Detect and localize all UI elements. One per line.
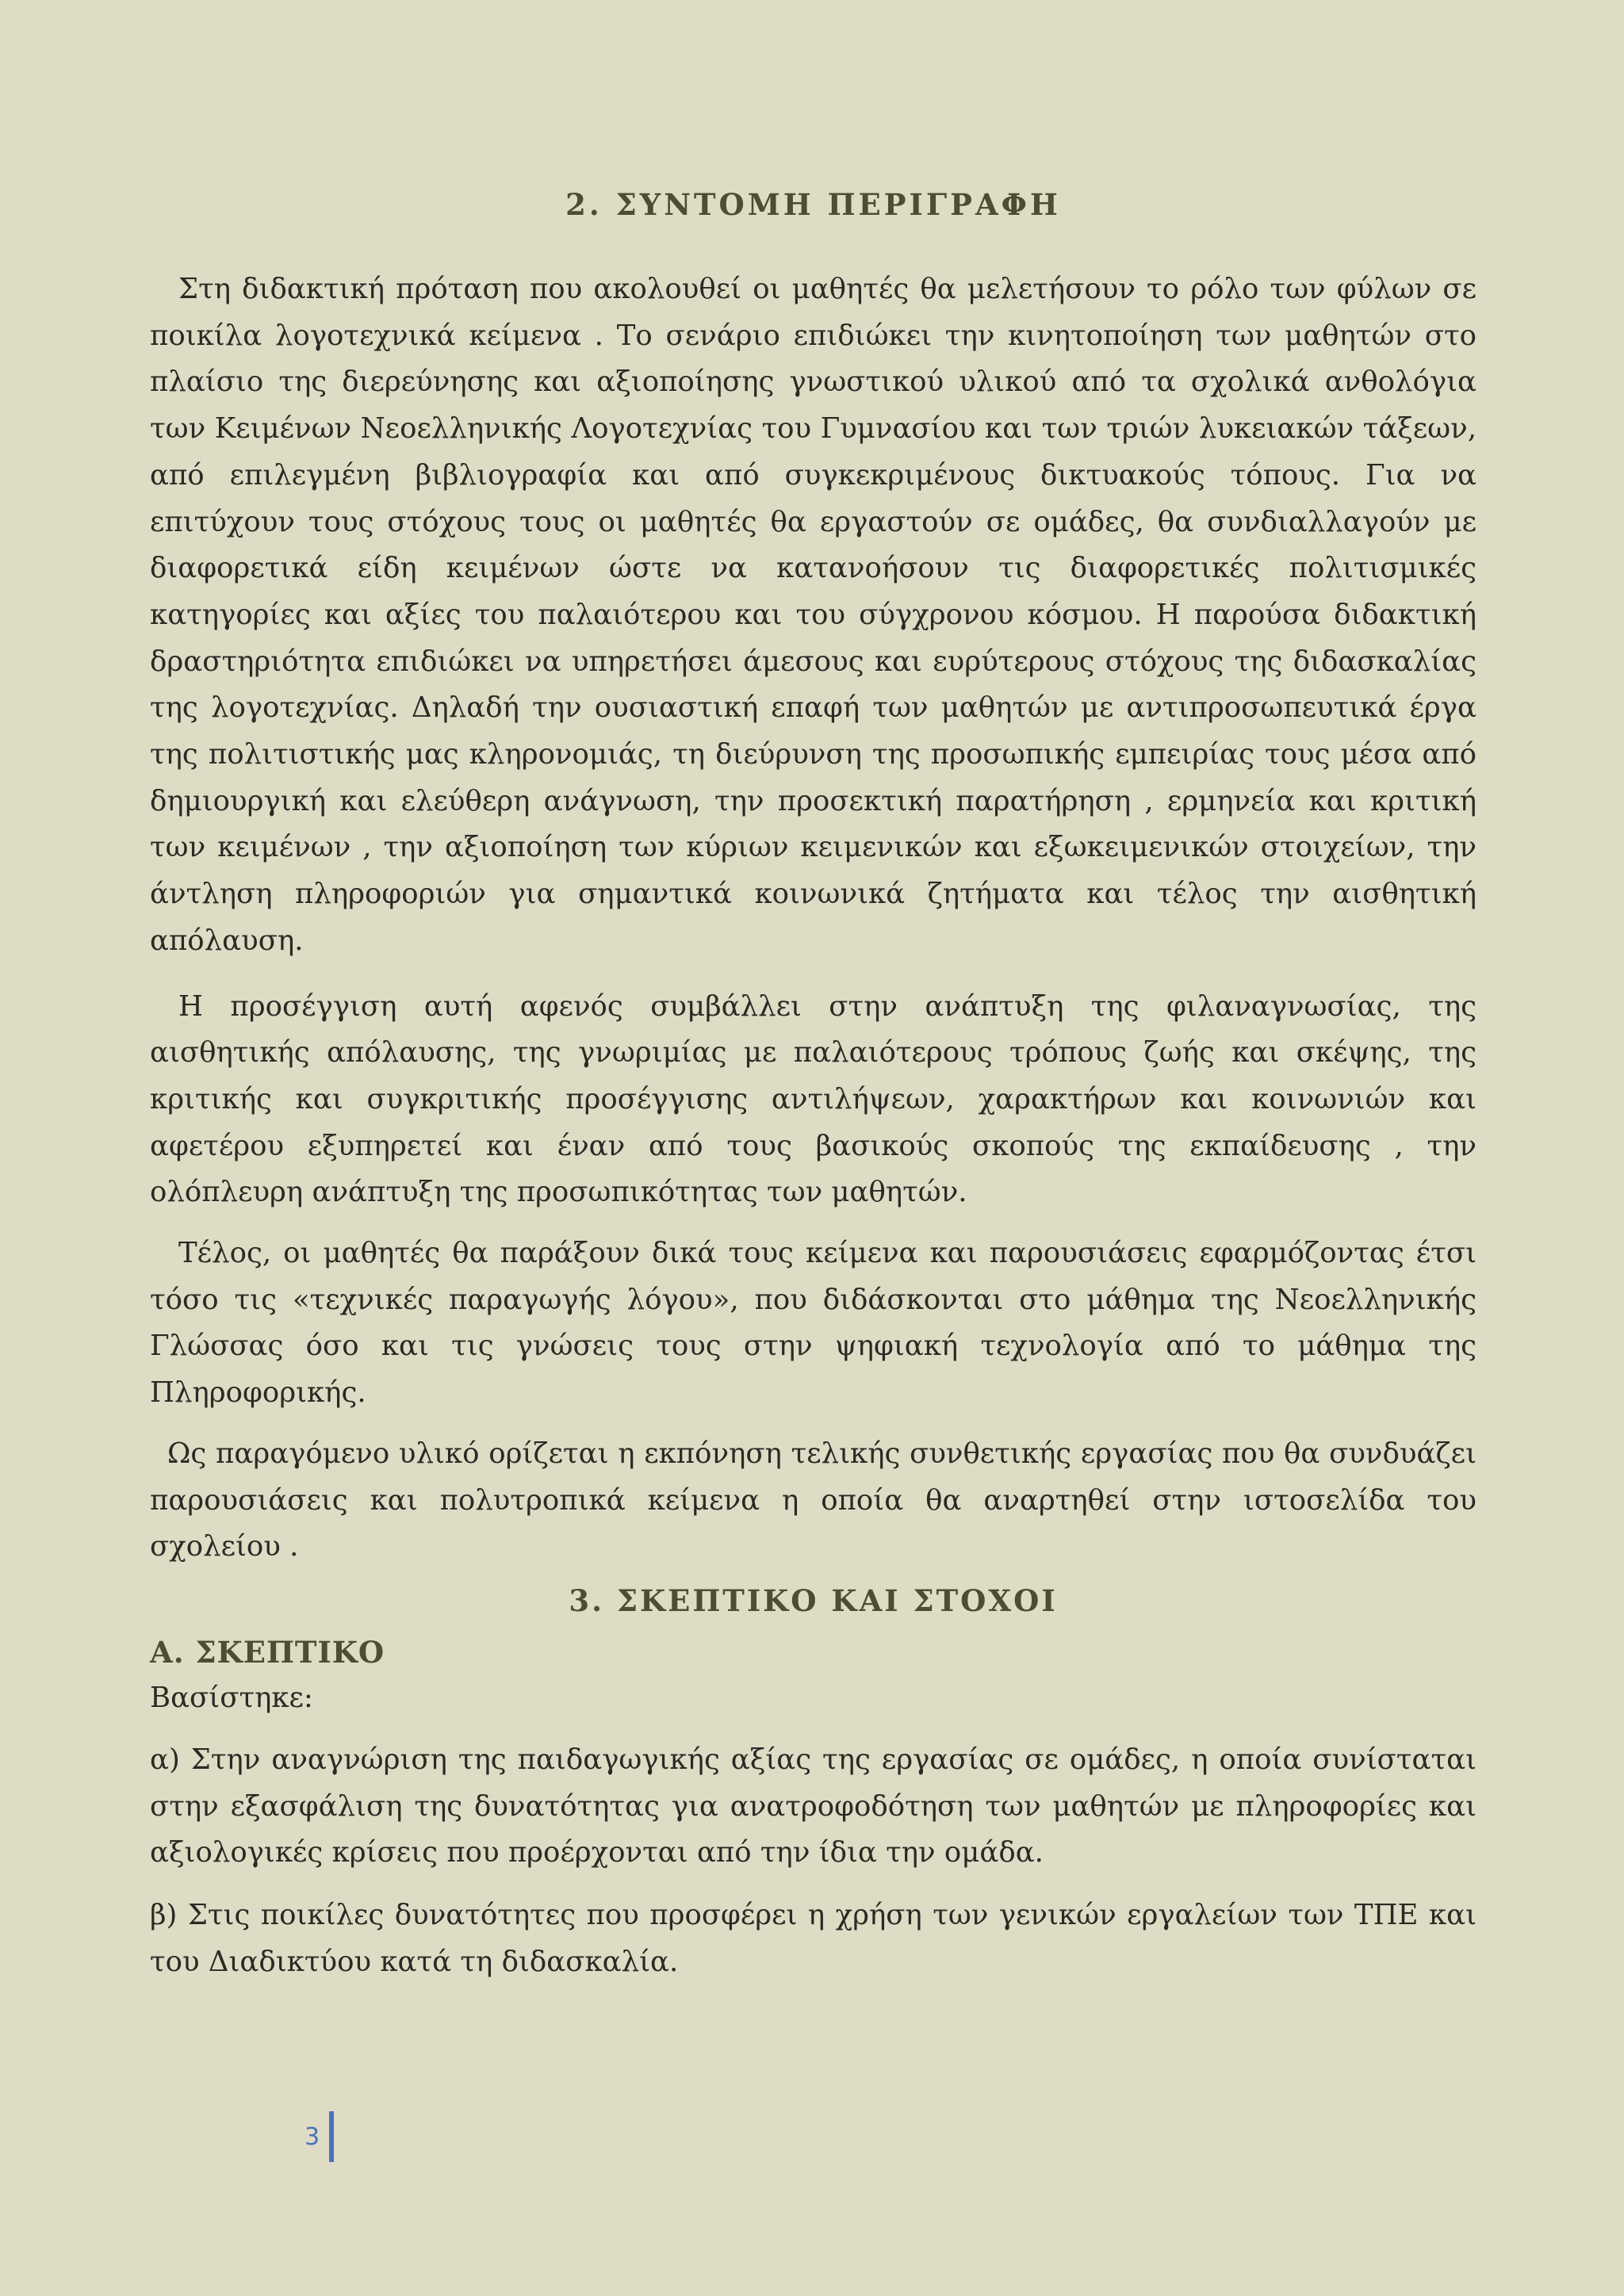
rationale-intro: Βασίστηκε: bbox=[150, 1681, 313, 1714]
section-heading-summary: 2. ΣΥΝΤΟΜΗ ΠΕΡΙΓΡΑΦΗ bbox=[565, 187, 1061, 222]
page-footer bbox=[304, 2111, 334, 2162]
page-number: 3 bbox=[304, 2122, 320, 2151]
rationale-item: α) Στην αναγνώριση της παιδαγωγικής αξίας της εργασίας σε ομάδες, η οποία συνίσταται στην εξασφάλιση της δυνατότητας για ανατροφοδότηση των μαθητών με πληροφορίες και αξιολογικές κρίσεις που προέρχονται από την ίδια την ομάδα. bbox=[150, 1743, 1477, 1869]
paragraph: Ως παραγόμενο υλικό ορίζεται η εκπόνηση τελικής συνθετικής εργασίας που θα συνδυάζει παρουσιάσεις και πολυτροπικά κείμενα η οποία θα αναρτηθεί στην ιστοσελίδα του σχολείου . bbox=[150, 1437, 1477, 1563]
subsection-heading-rationale: Α. ΣΚΕΠΤΙΚΟ bbox=[150, 1634, 385, 1670]
page-number-rule bbox=[329, 2111, 334, 2162]
document-page bbox=[150, 187, 1477, 2002]
paragraph: Στη διδακτική πρόταση που ακολουθεί οι μαθητές θα μελετήσουν το ρόλο των φύλων σε ποικίλα λογοτεχνικά κείμενα . Το σενάριο επιδιώκει την κινητοποίηση των μαθητών στο πλαίσιο της διερεύνησης και αξιοποίησης γνωστικού υλικού από τα σχολικά ανθολόγια των Κειμένων Νεοελληνικής Λογοτεχνίας του Γυμνασίου και των τριών λυκειακών τάξεων, από επιλεγμένη βιβλιογραφία και από συγκεκριμένους δικτυακούς τόπους. Για να επιτύχουν τους στόχους τους οι μαθητές θα εργαστούν σε ομάδες, θα συνδιαλλαγούν με διαφορετικά είδη κειμένων ώστε να κατανοήσουν τις διαφορετικές πολιτισμικές κατηγορίες και αξίες του παλαιότερου και του σύγχρονου κόσμου. Η παρούσα διδακτική δραστηριότητα επιδιώκει να υπηρετήσει άμεσους και ευρύτερους στόχους της διδασκαλίας της λογοτεχνίας. Δηλαδή την ουσιαστική επαφή των μαθητών με αντιπροσωπευτικά έργα της πολιτιστικής μας κληρονομιάς, τη διεύρυνση της προσωπικής εμπειρίας τους μέσα από δημιουργική και ελεύθερη ανάγνωση, την προσεκτική παρατήρηση , ερμηνεία και κριτική των κειμένων , την αξιοποίηση των κύριων κειμενικών και εξωκειμενικών στοιχείων, την άντληση πληροφοριών για σημαντικά κοινωνικά ζητήματα και τέλος την αισθητική απόλαυση. bbox=[150, 273, 1477, 957]
section-heading-rationale-goals: 3. ΣΚΕΠΤΙΚΟ ΚΑΙ ΣΤΟΧΟΙ bbox=[569, 1582, 1058, 1618]
paragraph: Η προσέγγιση αυτή αφενός συμβάλλει στην ανάπτυξη της φιλαναγνωσίας, της αισθητικής απόλαυσης, της γνωριμίας με παλαιότερους τρόπους ζωής και σκέψης, της κριτικής και συγκριτικής προσέγγισης αντιλήψεων, χαρακτήρων και κοινωνιών και αφετέρου εξυπηρετεί και έναν από τους βασικούς σκοπούς της εκπαίδευσης , την ολόπλευρη ανάπτυξη της προσωπικότητας των μαθητών. bbox=[150, 989, 1477, 1209]
rationale-item: β) Στις ποικίλες δυνατότητες που προσφέρει η χρήση των γενικών εργαλείων των ΤΠΕ και του Διαδικτύου κατά τη διδασκαλία. bbox=[150, 1899, 1477, 1978]
paragraph: Τέλος, οι μαθητές θα παράξουν δικά τους κείμενα και παρουσιάσεις εφαρμόζοντας έτσι τόσο τις «τεχνικές παραγωγής λόγου», που διδάσκονται στο μάθημα της Νεοελληνικής Γλώσσας όσο και τις γνώσεις τους στην ψηφιακή τεχνολογία από το μάθημα της Πληροφορικής. bbox=[150, 1237, 1477, 1410]
